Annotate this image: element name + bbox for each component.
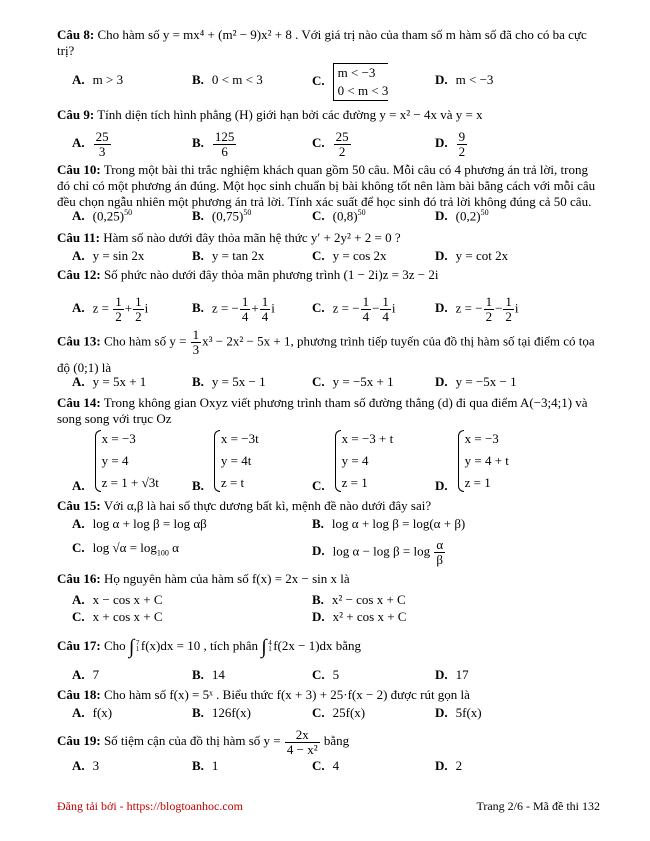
integral-sign-1: ∫ 7 1 <box>128 636 140 659</box>
q18-option-c[interactable]: C. 25f(x) <box>312 705 366 720</box>
q15-option-b[interactable]: B. log α + log β = log(α + β) <box>312 516 466 531</box>
question-11: Câu 11: Hàm số nào dưới đây thỏa mãn hệ thức y′ + 2y² + 2 = 0 ? <box>57 230 401 245</box>
q9-option-d[interactable]: D. $\frac{9}{2}$ <box>435 129 466 159</box>
q18-option-b[interactable]: B. 126f(x) <box>192 705 251 720</box>
q18-option-a[interactable]: A. f(x) <box>72 705 113 720</box>
q19-options <box>57 758 620 776</box>
q18-option-d[interactable]: D. 5f(x) <box>435 705 482 720</box>
q12-option-a[interactable]: A. z = $\frac{1}{2}$ + $\frac{1}{2}$ i <box>72 294 149 324</box>
q15-option-d[interactable]: D. log α − log β = log $\frac{\alpha}{\beta}$ <box>312 537 444 567</box>
q19-option-a[interactable]: A. 3 <box>72 758 100 773</box>
question-19: Câu 19: Số tiệm cận của đồ thị hàm số y = $\frac{2x}{\text{4 − x²}}$ bằng <box>57 726 350 757</box>
q16-option-d[interactable]: D. x² + cos x + C <box>312 609 407 624</box>
q17-options <box>57 667 620 685</box>
question-14: Câu 14: Trong không gian Oxyz viết phương trình tham số đường thẳng (d) đi qua điểm A(−3;4;1) và song song với trục Oz <box>57 395 588 426</box>
q17-option-a[interactable]: A. 7 <box>72 667 100 682</box>
q14-option-b[interactable]: B.x = −3t y = 4t z = t <box>192 428 259 494</box>
question-13: Câu 13: Cho hàm số y = $\frac{1}{3}$ x³ − 2x² − 5x + 1, phương trình tiếp tuyến của đồ thị hàm số tại điểm có tọa độ (0;1) là <box>57 327 595 375</box>
question-10: Câu 10: Trong một bài thi trắc nghiệm khách quan gồm 50 câu. Mỗi câu có 4 phương án trả lời, trong đó chỉ có một phương án đúng. Một học sinh chuẩn bị bài không tốt nên làm bài bằng cách với mỗi câu đều chọn ngẫu nhiên một phương án trả lời. Tính xác suất để học sinh đó trả lời không đúng cả 50 câu. <box>57 162 596 209</box>
q10-option-b[interactable]: B. $(0,75)^{50}$ <box>192 208 252 224</box>
question-17: Câu 17: Cho ∫ 7 1 f(x)dx = 10 , tích phân ∫ 4 1 f(2x − 1)dx bằng <box>57 636 362 659</box>
question-15: Câu 15: Với α,β là hai số thực dương bất kì, mệnh đề nào dưới đây sai? <box>57 498 432 513</box>
q10-option-c[interactable]: C. $(0,8)^{50}$ <box>312 208 366 224</box>
q10-option-a[interactable]: A. $(0,25)^{50}$ <box>72 208 133 224</box>
question-16: Câu 16: Họ nguyên hàm của hàm số f(x) = 2x − sin x là <box>57 571 350 586</box>
q14-option-d[interactable]: D.x = −3 y = 4 + t z = 1 <box>435 428 509 494</box>
q10-option-d[interactable]: D. $(0,2)^{50}$ <box>435 208 489 224</box>
q13-option-c[interactable]: C. y = −5x + 1 <box>312 374 394 389</box>
q12-option-c[interactable]: C. z = − $\frac{1}{4}$ − $\frac{1}{4}$ i <box>312 294 396 324</box>
q16-option-b[interactable]: B. x² − cos x + C <box>312 592 406 607</box>
q18-options <box>57 705 620 723</box>
q8-option-a[interactable]: A. m > 3 <box>72 72 124 87</box>
q9-option-a[interactable]: A. $\frac{25}{3}$ <box>72 129 109 159</box>
q9-option-c[interactable]: C. $\frac{25}{2}$ <box>312 129 349 159</box>
q13-option-a[interactable]: A. y = 5x + 1 <box>72 374 147 389</box>
q15-option-c[interactable]: C. $\log √\alpha = \log_{100} \alpha$ <box>72 540 179 558</box>
question-18: Câu 18: Cho hàm số f(x) = 5ˣ . Biểu thức f(x + 3) + 25·f(x − 2) được rút gọn là <box>57 687 470 702</box>
q9-options <box>57 129 620 159</box>
q19-option-b[interactable]: B. 1 <box>192 758 219 773</box>
q11-option-c[interactable]: C. y = cos 2x <box>312 248 387 263</box>
footer-page-info: Trang 2/6 - Mã đề thi 132 <box>476 799 600 813</box>
q15-option-a[interactable]: A. log α + log β = log αβ <box>72 516 207 531</box>
q11-option-a[interactable]: A. y = sin 2x <box>72 248 145 263</box>
q16-option-c[interactable]: C. x + cos x + C <box>72 609 163 624</box>
q19-option-d[interactable]: D. 2 <box>435 758 463 773</box>
q15-options-row2 <box>57 537 620 567</box>
footer-source-link[interactable]: Đăng tải bởi - https://blogtoanhoc.com <box>57 799 243 813</box>
q16-options-row2 <box>57 609 620 627</box>
q14-option-c[interactable]: C.x = −3 + t y = 4 z = 1 <box>312 428 393 494</box>
q12-option-d[interactable]: D. z = − $\frac{1}{2}$ − $\frac{1}{2}$ i <box>435 294 519 324</box>
q13-option-d[interactable]: D. y = −5x − 1 <box>435 374 517 389</box>
q11-option-d[interactable]: D. y = cot 2x <box>435 248 509 263</box>
q10-options <box>57 208 620 226</box>
q13-option-b[interactable]: B. y = 5x − 1 <box>192 374 266 389</box>
q17-option-d[interactable]: D. 17 <box>435 667 469 682</box>
q8-option-b[interactable]: B. 0 < m < 3 <box>192 72 263 87</box>
q14-options <box>57 428 620 494</box>
q8-option-d[interactable]: D. m < −3 <box>435 72 494 87</box>
question-8: Câu 8: Cho hàm số y = mx⁴ + (m² − 9)x² + 8 . Với giá trị nào của tham số m hàm số đã cho có ba cực trị? <box>57 27 587 58</box>
q17-option-c[interactable]: C. 5 <box>312 667 340 682</box>
q11-options <box>57 248 620 266</box>
question-12: Câu 12: Số phức nào dưới đây thỏa mãn phương trình (1 − 2i)z = 3z − 2i <box>57 267 439 282</box>
integral-sign-2: ∫ 4 1 <box>261 636 272 659</box>
q11-option-b[interactable]: B. y = tan 2x <box>192 248 265 263</box>
q15-options-row1 <box>57 516 620 534</box>
q13-options <box>57 374 620 392</box>
q14-option-a[interactable]: A.x = −3 y = 4 z = 1 + √3t <box>72 428 159 494</box>
q8-options <box>57 65 620 98</box>
q9-option-b[interactable]: B. $\frac{125}{6}$ <box>192 129 235 159</box>
q19-option-c[interactable]: C. 4 <box>312 758 340 773</box>
q17-option-b[interactable]: B. 14 <box>192 667 225 682</box>
q12-option-b[interactable]: B. z = − $\frac{1}{4}$ + $\frac{1}{4}$ i <box>192 294 275 324</box>
q12-options <box>57 294 620 324</box>
question-9: Câu 9: Tính diện tích hình phẳng (H) giới hạn bởi các đường y = x² − 4x và y = x <box>57 107 483 122</box>
q16-option-a[interactable]: A. x − cos x + C <box>72 592 163 607</box>
q16-options-row1 <box>57 592 620 610</box>
q8-option-c[interactable]: C.m < −3 0 < m < 3 <box>312 63 388 101</box>
